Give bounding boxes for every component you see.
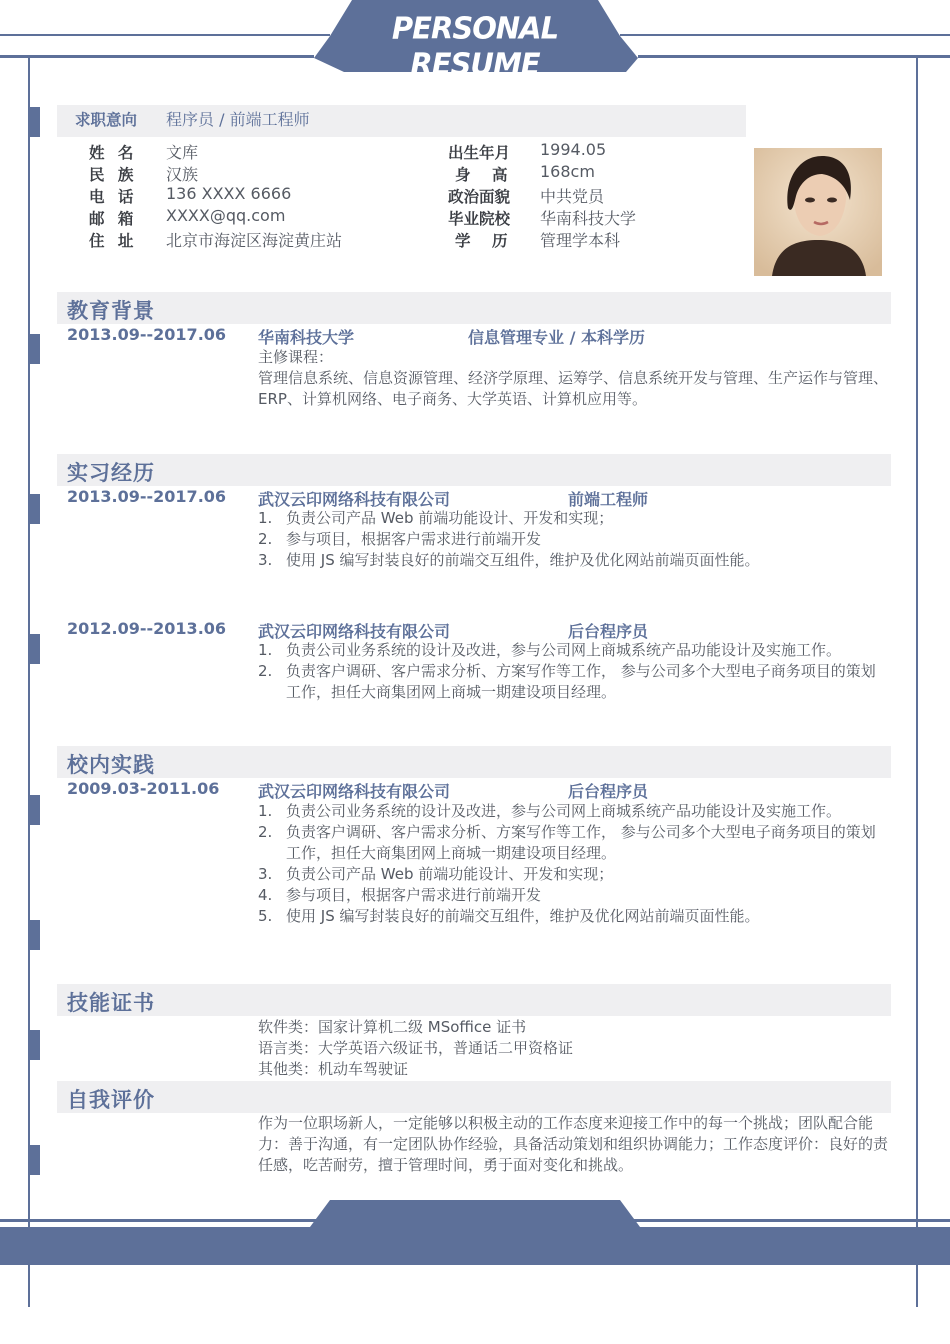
education-section-header	[57, 292, 891, 324]
info-value: XXXX@qq.com	[166, 206, 286, 225]
side-tab	[30, 334, 40, 364]
list-item: 1. 负责公司产品 Web 前端功能设计、开发和实现；	[258, 509, 614, 527]
list-item: 2. 参与项目，根据客户需求进行前端开发	[258, 530, 542, 548]
self-eval-section-header	[57, 1081, 891, 1113]
campus-section-header	[57, 746, 891, 778]
info-value: 中共党员	[540, 187, 605, 206]
info-label: 住 址	[89, 232, 138, 250]
job-intent-value: 程序员 / 前端工程师	[166, 110, 310, 129]
list-item: 1. 负责公司业务系统的设计及改进，参与公司网上商城系统产品功能设计及实施工作。	[258, 641, 842, 659]
skill-line: 语言类：大学英语六级证书，普通话二甲资格证	[258, 1039, 574, 1057]
education-major: 信息管理专业 / 本科学历	[468, 328, 645, 347]
info-label: 学 历	[455, 232, 511, 250]
skills-section-header	[57, 984, 891, 1016]
info-label: 政治面貌	[448, 188, 511, 206]
side-tab	[30, 1030, 40, 1060]
left-border-line	[28, 57, 30, 1307]
section-title: 自我评价	[67, 1088, 155, 1112]
courses-label: 主修课程：	[258, 348, 334, 366]
info-label: 电 话	[89, 188, 138, 206]
info-value: 文库	[166, 143, 199, 162]
job-intent-label: 求职意向	[75, 111, 138, 129]
list-item: 3. 使用 JS 编写封装良好的前端交互组件，维护及优化网站前端页面性能。	[258, 551, 760, 569]
internship-company: 武汉云印网络科技有限公司	[258, 622, 451, 641]
info-value: 北京市海淀区海淀黄庄站	[166, 231, 343, 250]
side-tab	[30, 920, 40, 950]
internship-section-header	[57, 454, 891, 486]
section-title: 校内实践	[67, 753, 155, 777]
education-date: 2013.09--2017.06	[67, 325, 227, 344]
education-school: 华南科技大学	[258, 328, 355, 347]
right-border-line	[916, 57, 918, 1307]
section-title: 实习经历	[67, 461, 155, 485]
header-title: PERSONAL RESUME	[391, 10, 559, 82]
internship-role: 后台程序员	[568, 622, 649, 641]
info-value: 管理学本科	[540, 231, 621, 250]
info-label: 身 高	[455, 166, 511, 184]
info-label: 姓 名	[89, 144, 138, 162]
side-tab	[30, 494, 40, 524]
internship-duties	[258, 508, 888, 571]
info-value: 华南科技大学	[540, 209, 637, 228]
internship-company: 武汉云印网络科技有限公司	[258, 490, 451, 509]
courses-text: 管理信息系统、信息资源管理、经济学原理、运筹学、信息系统开发与管理、生产运作与管理、ERP、计算机网络、电子商务、大学英语、计算机应用等。	[258, 369, 889, 408]
list-item: 3. 负责公司产品 Web 前端功能设计、开发和实现；	[258, 865, 614, 883]
profile-photo	[754, 148, 882, 276]
side-tab	[30, 1145, 40, 1175]
section-title: 技能证书	[67, 991, 155, 1015]
info-value: 168cm	[540, 162, 595, 181]
skill-line: 软件类：国家计算机二级 MSoffice 证书	[258, 1018, 527, 1036]
side-tab	[30, 795, 40, 825]
section-title: 教育背景	[67, 299, 155, 323]
list-item: 2. 负责客户调研、客户需求分析、方案写作等工作， 参与公司多个大型电子商务项目的策划工作，担任大商集团网上商城一期建设项目经理。	[258, 823, 876, 862]
footer-banner	[0, 1195, 950, 1270]
self-eval-text: 作为一位职场新人，一定能够以积极主动的工作态度来迎接工作中的每一个挑战；团队配合能力：善于沟通，有一定团队协作经验，具备活动策划和组织协调能力；工作态度评价：良好的责任感，吃苦耐劳，擅于管理时间，勇于面对变化和挑战。	[258, 1114, 889, 1174]
job-intent-bar	[57, 105, 746, 137]
campus-date: 2009.03-2011.06	[67, 779, 220, 798]
info-label: 毕业院校	[448, 210, 511, 228]
skill-line: 其他类：机动车驾驶证	[258, 1060, 409, 1078]
internship-date: 2013.09--2017.06	[67, 487, 227, 506]
internship-role: 前端工程师	[568, 490, 649, 509]
list-item: 1. 负责公司业务系统的设计及改进，参与公司网上商城系统产品功能设计及实施工作。	[258, 802, 842, 820]
info-label: 出生年月	[448, 144, 511, 162]
list-item: 5. 使用 JS 编写封装良好的前端交互组件，维护及优化网站前端页面性能。	[258, 907, 760, 925]
side-tab	[30, 634, 40, 664]
campus-role: 后台程序员	[568, 782, 649, 801]
info-value: 1994.05	[540, 140, 607, 159]
portrait-image	[754, 148, 882, 276]
side-tab	[30, 107, 40, 137]
campus-company: 武汉云印网络科技有限公司	[258, 782, 451, 801]
list-item: 2. 负责客户调研、客户需求分析、方案写作等工作， 参与公司多个大型电子商务项目的策划工作，担任大商集团网上商城一期建设项目经理。	[258, 662, 876, 701]
info-value: 136 XXXX 6666	[166, 184, 292, 203]
internship-duties	[258, 640, 888, 703]
info-label: 民 族	[89, 166, 138, 184]
list-item: 4. 参与项目，根据客户需求进行前端开发	[258, 886, 542, 904]
info-value: 汉族	[166, 165, 199, 184]
info-label: 邮 箱	[89, 210, 138, 228]
internship-date: 2012.09--2013.06	[67, 619, 227, 638]
campus-duties	[258, 801, 888, 927]
